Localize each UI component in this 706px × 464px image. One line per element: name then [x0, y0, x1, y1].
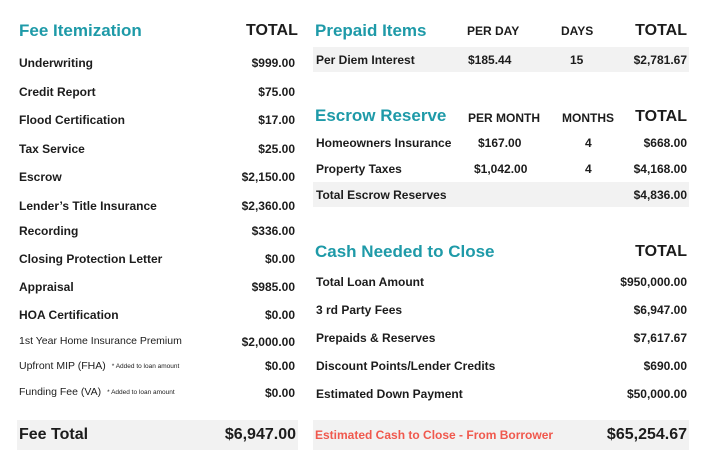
fee-item-label — [19, 360, 179, 372]
fee-item-note: * Added to loan amount — [111, 363, 180, 370]
escrow-row-per-month: $167.00 — [478, 136, 522, 150]
escrow-row-total: $668.00 — [643, 136, 687, 150]
fee-item-label-text: Upfront MIP (FHA) — [19, 360, 106, 372]
fee-item-value: $0.00 — [264, 386, 295, 400]
cash-row-value: $7,617.67 — [633, 331, 687, 345]
fee-item-label: HOA Certification — [19, 308, 119, 322]
escrow-row-per-month: $1,042.00 — [474, 162, 528, 176]
cash-to-close-title: Cash Needed to Close — [315, 242, 495, 261]
fee-total-column-header: TOTAL — [246, 22, 298, 39]
fee-itemization-title: Fee Itemization — [19, 21, 142, 40]
fee-item-label: Flood Certification — [19, 113, 125, 127]
fee-item-value: $0.00 — [264, 359, 295, 373]
prepaid-row-days: 15 — [570, 53, 584, 67]
fee-item-value: $75.00 — [258, 85, 295, 99]
escrow-reserve-title: Escrow Reserve — [315, 106, 447, 125]
cash-total-header: TOTAL — [635, 243, 687, 260]
prepaid-total-header: TOTAL — [635, 22, 687, 39]
cash-row-label: Prepaids & Reserves — [316, 331, 436, 345]
fee-total-value: $6,947.00 — [224, 426, 296, 443]
cash-row-value: $950,000.00 — [620, 275, 687, 289]
cash-row-value: $50,000.00 — [626, 387, 687, 401]
cash-row-label: Estimated Down Payment — [316, 387, 463, 401]
fee-item-label: Credit Report — [19, 85, 96, 99]
fee-item-value: $0.00 — [264, 308, 295, 322]
fee-item-label — [19, 386, 175, 398]
escrow-total-header: TOTAL — [635, 108, 687, 125]
cash-row-label: Total Loan Amount — [316, 275, 424, 289]
cash-row-label: 3 rd Party Fees — [316, 303, 403, 317]
fee-item-value: $25.00 — [258, 142, 295, 156]
fee-total-label: Fee Total — [19, 426, 89, 443]
fee-item-label: Recording — [19, 224, 79, 238]
fee-item-value: $999.00 — [251, 56, 295, 70]
prepaid-row-per-day: $185.44 — [468, 53, 512, 67]
fee-item-label: Appraisal — [19, 280, 74, 294]
fee-item-label: Escrow — [19, 170, 62, 184]
fee-item-value: $17.00 — [258, 113, 295, 127]
fee-item-value: $985.00 — [251, 280, 295, 294]
cash-row-value: $6,947.00 — [633, 303, 687, 317]
prepaid-items-title: Prepaid Items — [315, 21, 427, 40]
fee-item-label: Tax Service — [19, 142, 85, 156]
cash-row-value: $690.00 — [643, 359, 687, 373]
fee-item-note: * Added to loan amount — [107, 389, 175, 396]
fee-item-label: Lender’s Title Insurance — [19, 199, 157, 213]
escrow-row-label: Property Taxes — [316, 162, 402, 176]
fee-item-label: 1st Year Home Insurance Premium — [19, 335, 182, 347]
cash-row-label: Discount Points/Lender Credits — [316, 359, 496, 373]
fee-item-value: $2,360.00 — [241, 199, 295, 213]
fee-item-value: $0.00 — [264, 252, 295, 266]
escrow-months-header: MONTHS — [562, 111, 614, 125]
prepaid-row-total: $2,781.67 — [633, 53, 687, 67]
escrow-total-label: Total Escrow Reserves — [316, 188, 447, 202]
prepaid-per-day-header: PER DAY — [467, 24, 520, 38]
escrow-total-value: $4,836.00 — [633, 188, 687, 202]
prepaid-row-label: Per Diem Interest — [316, 53, 415, 67]
escrow-row-months: 4 — [585, 136, 592, 150]
escrow-per-month-header: PER MONTH — [468, 111, 540, 125]
escrow-row-months: 4 — [585, 162, 592, 176]
fee-item-value: $2,150.00 — [241, 170, 295, 184]
escrow-row-total: $4,168.00 — [633, 162, 687, 176]
estimated-cash-value: $65,254.67 — [606, 426, 687, 443]
fee-item-label-text: Funding Fee (VA) — [19, 386, 102, 398]
escrow-row-label: Homeowners Insurance — [316, 136, 452, 150]
fee-item-label: Closing Protection Letter — [19, 252, 163, 266]
fee-item-value: $336.00 — [251, 224, 295, 238]
fee-item-value: $2,000.00 — [241, 335, 295, 349]
fee-item-label: Underwriting — [19, 56, 93, 70]
prepaid-days-header: DAYS — [561, 24, 594, 38]
estimated-cash-label: Estimated Cash to Close - From Borrower — [315, 428, 554, 442]
